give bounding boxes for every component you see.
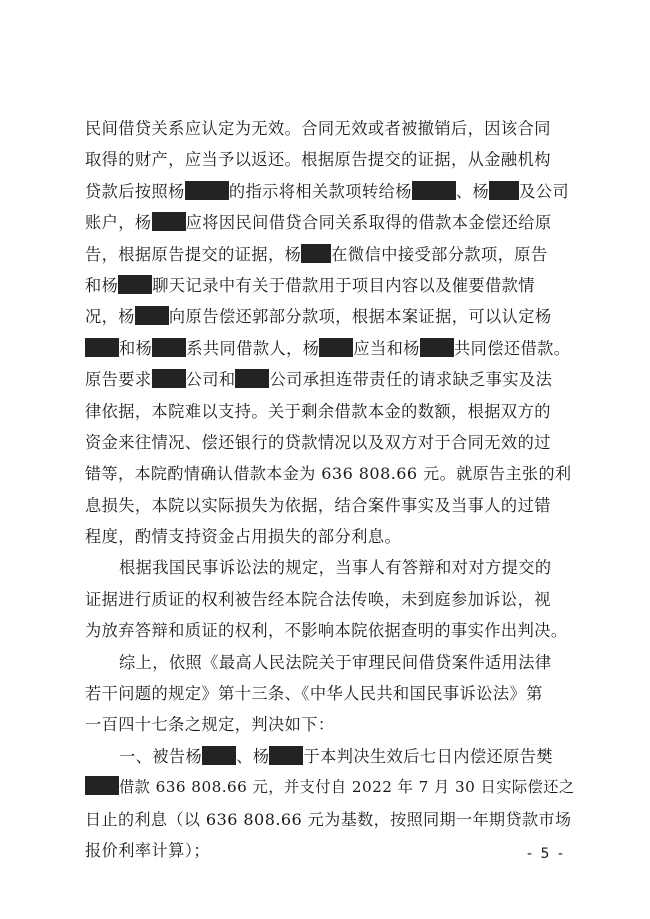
text-run: 共同偿还借款。 [453,338,571,358]
text-line [85,301,571,332]
text-run: 民间借贷关系应认定为无效。合同无效或者被撤销后，因该合同 [85,119,551,138]
text-run: 息损失，本院以实际损失为依据，结合案件事实及当事人的过错 [85,495,551,515]
text-run: 公司和 [185,370,236,390]
text-run: 若干问题的规定》第十三条、《中华人民共和国民事诉讼法》第 [85,684,543,704]
text-line [85,458,571,489]
text-run: 资金来往情况、偿还银行的贷款情况以及双方对于合同无效的过 [85,432,551,452]
redaction-block [235,369,269,388]
text-line [85,647,571,678]
redaction-block [152,212,186,231]
text-line [85,552,571,583]
redaction-block [489,181,519,200]
text-line [85,270,571,301]
text-line [85,113,571,144]
text-run: 应将因民间借贷合同关系取得的借款本金偿还给原 [185,213,552,233]
redaction-block [185,181,229,200]
text-run: 程度，酌情支持资金占用损失的部分利息。 [85,527,402,547]
text-run: 原告要求 [85,370,152,390]
text-line [85,584,571,615]
text-run: 贷款后按照杨 [85,181,185,201]
redaction-block [152,369,186,388]
redaction-block [269,746,303,765]
text-line [85,239,571,270]
text-run: 律依据，本院难以支持。关于剩余借款本金的数额，根据双方的 [85,401,551,421]
text-run: 况，杨 [85,307,135,327]
text-run: 报价利率计算）； [85,840,210,860]
redaction-block [85,776,119,795]
redaction-block [152,338,186,357]
text-run: 账户，杨 [85,213,152,233]
text-run: 告，根据原告提交的证据，杨 [85,244,302,264]
text-line [85,176,571,207]
text-run: 向原告偿还郭部分款项，根据本案证据，可以认定杨 [168,307,552,327]
text-line [85,521,571,552]
redaction-block [420,338,454,357]
page-number: - 5 - [527,846,565,862]
text-run: 为放弃答辩和质证的权利，不影响本院依据查明的事实作出判决。 [85,621,568,641]
text-line [85,427,571,458]
text-run: 和杨 [85,275,119,295]
text-run: 系共同借款人，杨 [186,338,320,358]
text-run: 及公司 [519,181,570,201]
redaction-block [301,244,331,263]
text-run: 聊天记录中有关于借款用于项目内容以及催要借款情 [152,275,535,295]
text-run: 根据我国民事诉讼法的规定，当事人有答辩和对对方提交的 [119,558,552,578]
text-run: 错等，本院酌情确认借款本金为 636 808.66 元。就原告主张的利 [85,464,572,484]
redaction-block [135,306,169,325]
text-run: 取得的财产，应当予以返还。根据原告提交的证据，从金融机构 [85,150,551,170]
document-body [85,113,575,866]
redaction-block [118,275,152,294]
text-line [85,615,571,646]
text-run: 和杨 [119,338,153,358]
text-run: 一、被告杨 [119,746,203,766]
text-line [85,804,571,835]
text-line [85,772,575,803]
text-run: 应当和杨 [353,338,420,358]
text-run: 的指示将相关款项转给杨 [228,181,412,201]
text-line [85,741,571,772]
text-run: 在微信中接受部分款项，原告 [331,244,548,264]
text-line [85,333,571,364]
redaction-block [202,746,236,765]
redaction-block [85,338,119,357]
text-run: 一百四十七条之规定，判决如下： [85,715,335,735]
text-run: 公司承担连带责任的请求缺乏事实及法 [269,370,553,390]
text-run: 证据进行质证的权利被告经本院合法传唤，未到庭参加诉讼，视 [85,589,551,609]
text-line [85,144,571,175]
text-line [85,364,571,395]
text-run: 综上，依照《最高人民法院关于审理民间借贷案件适用法律 [119,652,552,672]
text-run: 日止的利息（以 636 808.66 元为基数，按照同期一年期贷款市场 [85,809,572,829]
text-line [85,678,571,709]
redaction-block [412,181,456,200]
text-run: 借款 636 808.66 元，并支付自 2022 年 7 月 30 日实际偿还之 [119,778,575,797]
text-line [85,207,571,238]
text-run: 于本判决生效后七日内偿还原告樊 [303,746,554,766]
text-line [85,396,571,427]
text-line [85,709,571,740]
text-line [85,835,571,866]
text-run: 、杨 [455,181,490,201]
redaction-block [319,338,353,357]
text-run: 、杨 [236,746,270,766]
text-line [85,490,571,521]
